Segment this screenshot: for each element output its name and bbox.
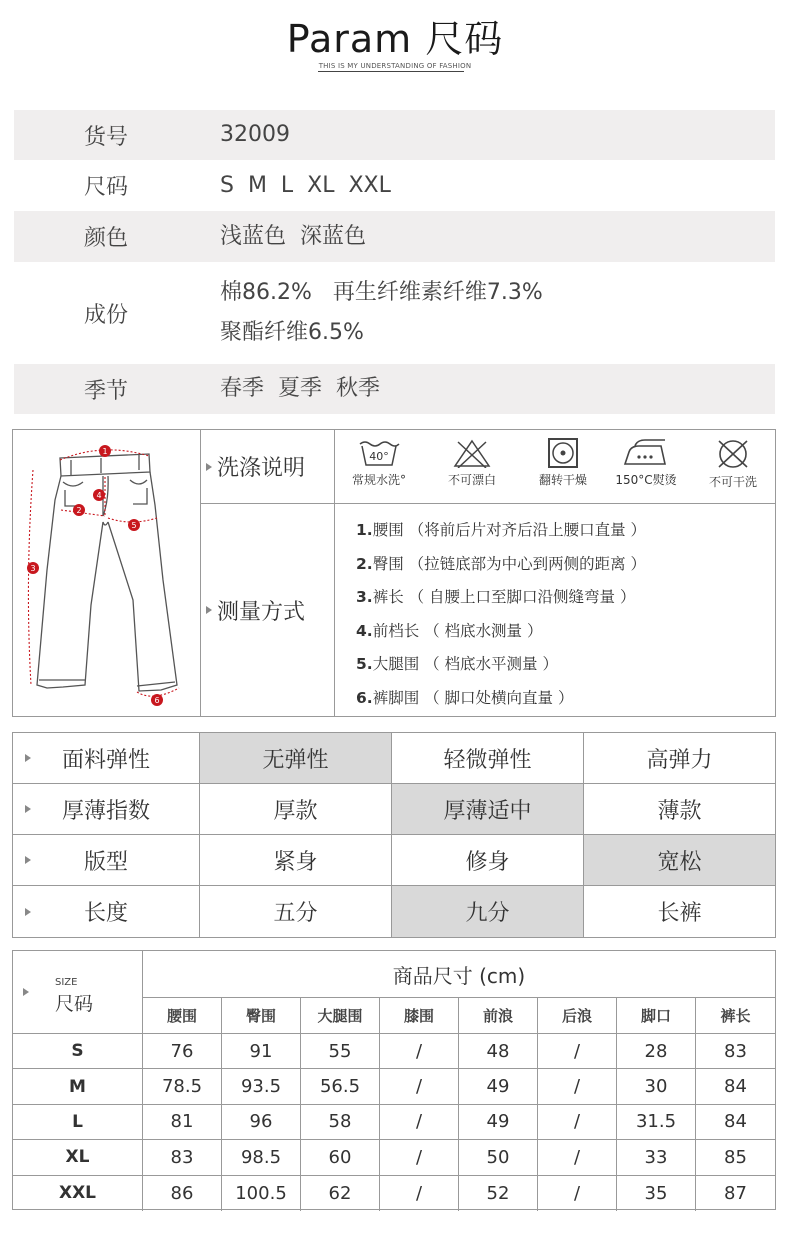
table-cell: 48	[459, 1034, 538, 1068]
page-title: Param 尺码	[286, 17, 504, 61]
table-cell: 93.5	[222, 1069, 301, 1103]
table-row	[13, 1140, 775, 1175]
table-cell: 52	[459, 1176, 538, 1211]
attr-option: 九分	[392, 886, 584, 937]
attr-option: 宽松	[584, 835, 775, 885]
info-row-item-number	[14, 110, 775, 160]
table-cell: 55	[301, 1034, 380, 1068]
page-subtitle: THIS IS MY UNDERSTANDING OF FASHION	[318, 62, 472, 70]
attr-row-thickness	[13, 784, 775, 835]
table-cell: 86	[143, 1176, 222, 1211]
info-row-season	[14, 364, 775, 414]
attr-option: 紧身	[200, 835, 392, 885]
size-name-cell: XL	[13, 1140, 143, 1174]
measure-item: 1.腰围 （将前后片对齐后沿上腰口直量 ）	[356, 521, 647, 539]
table-cell: 50	[459, 1140, 538, 1174]
measure-item: 2.臀围 （拉链底部为中心到两侧的距离 ）	[356, 554, 647, 573]
table-cell: /	[538, 1069, 617, 1103]
column-header: 臀围	[222, 998, 301, 1033]
info-label: 季节	[84, 378, 129, 404]
wash-caption: 不可漂白	[447, 473, 496, 487]
size-name-cell: XXL	[13, 1176, 143, 1211]
measure-item: 3.裤长 （ 自腰上口至脚口沿侧缝弯量 ）	[356, 588, 636, 606]
triangle-icon	[25, 754, 31, 762]
table-row	[13, 1176, 775, 1211]
info-value: 聚酯纤维6.5%	[220, 320, 364, 345]
table-cell: 100.5	[222, 1176, 301, 1211]
table-cell: 60	[301, 1140, 380, 1174]
wash-measure-box	[12, 429, 776, 717]
table-cell: /	[380, 1034, 459, 1068]
measure-row	[201, 504, 775, 716]
measure-item: 5.大腿围 （ 档底水平测量 ）	[356, 655, 558, 673]
info-row-size	[14, 160, 775, 211]
table-cell: 83	[724, 1040, 747, 1062]
marker-1: 1	[102, 447, 108, 456]
column-header: 膝围	[380, 998, 459, 1033]
table-cell: 91	[222, 1034, 301, 1068]
wash-icons	[335, 430, 775, 504]
attr-option: 轻微弹性	[392, 733, 584, 783]
table-cell: 33	[617, 1140, 696, 1174]
column-header: 脚口	[617, 998, 696, 1033]
table-cell: 87	[724, 1182, 747, 1204]
measure-item: 6.裤脚围 （ 脚口处横向直量 ）	[356, 688, 574, 707]
table-cell: 83	[143, 1140, 222, 1174]
table-cell: /	[380, 1069, 459, 1103]
page-header	[0, 0, 790, 95]
wash-caption: 不可干洗	[708, 475, 757, 489]
info-value: S M L XL XXL	[220, 172, 391, 198]
wash-row	[201, 430, 775, 504]
iron-150-icon	[606, 438, 686, 488]
attr-option: 修身	[392, 835, 584, 885]
info-label: 颜色	[84, 226, 129, 251]
info-label: 成份	[84, 302, 129, 328]
table-cell: 84	[724, 1076, 747, 1098]
wash-caption: 常规水洗°	[351, 473, 406, 487]
header-underline	[318, 71, 464, 72]
table-row	[13, 1105, 775, 1140]
attr-row-length	[13, 886, 775, 937]
attr-option: 五分	[200, 886, 392, 937]
no-bleach-icon	[432, 438, 512, 488]
table-cell: 28	[617, 1034, 696, 1068]
attr-option: 无弹性	[200, 733, 392, 783]
wash-40-icon	[339, 438, 419, 488]
wash-label: 洗涤说明	[217, 456, 306, 481]
attr-option: 厚薄适中	[392, 784, 584, 834]
measure-label: 测量方式	[217, 599, 306, 625]
table-cell: 58	[301, 1105, 380, 1139]
triangle-icon	[206, 606, 212, 614]
marker-3: 3	[30, 564, 36, 573]
table-cell: 31.5	[617, 1105, 696, 1139]
table-cell: 76	[143, 1034, 222, 1068]
table-cell: 30	[617, 1069, 696, 1103]
table-cell: /	[538, 1105, 617, 1139]
table-cell: 56.5	[301, 1069, 380, 1103]
size-name-cell: M	[13, 1069, 143, 1103]
size-name-cell: L	[13, 1105, 143, 1139]
info-label: 货号	[84, 124, 129, 150]
triangle-icon	[25, 805, 31, 813]
info-label: 尺码	[84, 175, 129, 200]
no-dry-clean-icon	[693, 438, 773, 490]
size-table	[12, 950, 776, 1210]
table-cell: 98.5	[222, 1140, 301, 1174]
info-value: 浅蓝色 深蓝色	[220, 223, 366, 249]
marker-4: 4	[96, 491, 102, 500]
size-label-cn: 尺码	[55, 993, 94, 1015]
table-cell: /	[380, 1105, 459, 1139]
column-header: 前浪	[459, 998, 538, 1033]
table-cell: 35	[617, 1176, 696, 1211]
size-table-title: 商品尺寸 (cm)	[143, 951, 775, 998]
column-header: 裤长	[720, 1007, 751, 1025]
size-label-en: SIZE	[55, 977, 78, 988]
triangle-icon	[23, 988, 29, 996]
table-cell: 81	[143, 1105, 222, 1139]
column-header: 腰围	[143, 998, 222, 1033]
triangle-icon	[25, 908, 31, 916]
table-cell: 49	[459, 1105, 538, 1139]
info-value: 32009	[220, 122, 290, 147]
size-table-header	[143, 998, 775, 1034]
triangle-icon	[25, 856, 31, 864]
table-cell: 85	[724, 1146, 747, 1168]
measure-item: 4.前档长 （ 档底水测量 ）	[356, 621, 543, 640]
table-cell: 78.5	[143, 1069, 222, 1103]
measure-list	[356, 514, 646, 715]
pants-diagram	[13, 430, 201, 716]
size-name-cell: S	[13, 1034, 143, 1068]
attributes-grid	[12, 732, 776, 938]
wash-caption: 150°C熨烫	[615, 473, 677, 487]
table-cell: 62	[301, 1176, 380, 1211]
column-header: 大腿围	[301, 998, 380, 1033]
table-cell: 84	[724, 1111, 747, 1133]
marker-5: 5	[131, 521, 137, 530]
table-cell: /	[380, 1140, 459, 1174]
table-cell: 49	[459, 1069, 538, 1103]
attr-label: 版型	[83, 849, 128, 875]
attr-option: 薄款	[657, 798, 702, 824]
attr-row-fit	[13, 835, 775, 886]
triangle-icon	[206, 463, 212, 471]
info-row-color	[14, 211, 775, 262]
column-header: 后浪	[538, 998, 617, 1033]
attr-label: 长度	[83, 901, 128, 926]
table-cell: /	[538, 1140, 617, 1174]
marker-6: 6	[154, 696, 160, 705]
table-cell: /	[380, 1176, 459, 1211]
wash-temp: 40°	[369, 450, 389, 463]
info-value: 棉86.2% 再生纤维素纤维7.3%	[220, 280, 543, 305]
pants-sketch	[13, 430, 201, 716]
table-cell: /	[538, 1034, 617, 1068]
size-header-corner	[13, 951, 143, 1034]
wash-caption: 翻转干燥	[538, 473, 587, 487]
attr-option: 厚款	[200, 784, 392, 834]
attr-label: 厚薄指数	[61, 798, 150, 824]
attr-option: 高弹力	[646, 747, 713, 773]
attr-option: 长裤	[657, 901, 702, 926]
table-cell: 96	[222, 1105, 301, 1139]
info-value: 春季 夏季 秋季	[220, 376, 380, 401]
product-info-table	[14, 110, 775, 414]
info-row-composition	[14, 262, 775, 364]
attr-row-elasticity	[13, 733, 775, 784]
table-row	[13, 1034, 775, 1069]
attr-label: 面料弹性	[61, 747, 150, 773]
tumble-dry-icon	[523, 438, 603, 488]
marker-2: 2	[76, 506, 82, 515]
table-cell: /	[538, 1176, 617, 1211]
table-row	[13, 1069, 775, 1104]
